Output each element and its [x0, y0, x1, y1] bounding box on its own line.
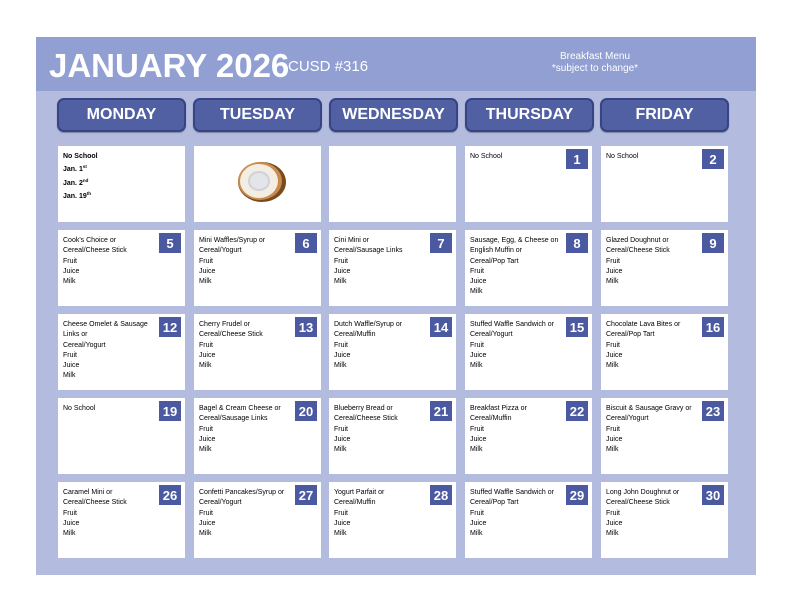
- date-badge: 7: [430, 233, 452, 253]
- menu-item: Cereal/Sausage Links: [334, 247, 403, 255]
- menu-item: Cheese Omelet & Sausage: [63, 321, 148, 328]
- menu-item: Juice: [606, 351, 623, 359]
- menu-item: Milk: [199, 278, 212, 286]
- menu-item: Milk: [470, 530, 483, 538]
- menu-item: Fruit: [606, 257, 620, 265]
- date-badge: 29: [566, 485, 588, 505]
- day-cell: [194, 314, 321, 390]
- menu-item: Fruit: [470, 425, 484, 433]
- menu-items: [470, 404, 570, 455]
- menu-item: Milk: [199, 530, 212, 538]
- day-cell: [601, 314, 728, 390]
- menu-item: Fruit: [199, 509, 213, 517]
- menu-item: Fruit: [199, 425, 213, 433]
- day-cell: [58, 146, 185, 222]
- menu-item: Caramel Mini or: [63, 489, 113, 496]
- menu-item: Fruit: [470, 509, 484, 517]
- menu-item: Milk: [199, 362, 212, 370]
- menu-item: Milk: [334, 530, 347, 538]
- menu-item: Cereal/Yogurt: [470, 331, 513, 339]
- menu-items: [199, 236, 299, 287]
- menu-item: Glazed Doughnut or: [606, 237, 669, 244]
- day-cell: [465, 146, 592, 222]
- no-school-notice: [63, 152, 163, 202]
- menu-items: [334, 488, 434, 539]
- menu-item: Fruit: [334, 341, 348, 349]
- date-badge: 20: [295, 401, 317, 421]
- notice-date: Jan. 2nd: [63, 177, 89, 187]
- menu-item: Juice: [199, 519, 216, 527]
- day-cell: [465, 314, 592, 390]
- menu-item: Juice: [199, 435, 216, 443]
- menu-items: [63, 404, 163, 414]
- date-badge: 22: [566, 401, 588, 421]
- menu-item: Juice: [334, 351, 351, 359]
- menu-item: Milk: [334, 278, 347, 286]
- menu-item: Sausage, Egg, & Cheese on: [470, 237, 559, 244]
- menu-item: Juice: [606, 519, 623, 527]
- date-badge: 15: [566, 317, 588, 337]
- menu-item: Fruit: [470, 341, 484, 349]
- menu-item: Fruit: [334, 425, 348, 433]
- menu-items: [199, 488, 299, 539]
- day-cell: [329, 146, 456, 222]
- menu-items: [606, 320, 706, 371]
- date-badge: 19: [159, 401, 181, 421]
- menu-items: [334, 236, 434, 287]
- menu-item: Cereal/Yogurt: [63, 341, 106, 349]
- notice-title: No School: [63, 153, 98, 160]
- day-cell: [601, 398, 728, 474]
- menu-item: Milk: [606, 362, 619, 370]
- day-cell: [601, 146, 728, 222]
- day-cell: [194, 230, 321, 306]
- menu-title: [536, 51, 654, 75]
- date-badge: 1: [566, 149, 588, 169]
- date-badge: 21: [430, 401, 452, 421]
- menu-item: Juice: [334, 435, 351, 443]
- menu-items: [199, 404, 299, 455]
- menu-item: Stuffed Waffle Sandwich or: [470, 321, 554, 328]
- menu-item: Cereal/Pop Tart: [606, 331, 655, 339]
- donut-icon: [237, 161, 287, 203]
- date-badge: 12: [159, 317, 181, 337]
- menu-subtitle-line: *subject to change*: [551, 63, 639, 74]
- date-badge: 16: [702, 317, 724, 337]
- menu-items: [470, 488, 570, 539]
- menu-item: Milk: [63, 372, 76, 380]
- month-title: JANUARY 2026: [49, 47, 290, 84]
- day-cell: [601, 230, 728, 306]
- menu-item: Cereal/Yogurt: [606, 415, 649, 423]
- menu-item: Fruit: [63, 509, 77, 517]
- date-badge: 2: [702, 149, 724, 169]
- menu-item: Fruit: [606, 341, 620, 349]
- day-cell: [329, 230, 456, 306]
- menu-item: Cereal/Cheese Stick: [63, 499, 127, 507]
- day-cell: [58, 314, 185, 390]
- menu-item: Milk: [606, 446, 619, 454]
- district-label: CUSD #316: [288, 58, 369, 75]
- date-badge: 23: [702, 401, 724, 421]
- menu-item: Mini Waffles/Syrup or: [199, 237, 266, 244]
- menu-item: Cereal/Cheese Stick: [334, 415, 398, 423]
- notice-date: Jan. 1st: [63, 164, 87, 174]
- calendar-header: [36, 37, 756, 91]
- menu-item: Juice: [470, 519, 487, 527]
- menu-item: Juice: [199, 351, 216, 359]
- day-cell: [465, 482, 592, 558]
- menu-item: Cherry Frudel or: [199, 321, 250, 328]
- date-badge: 28: [430, 485, 452, 505]
- menu-item: Fruit: [334, 257, 348, 265]
- menu-item: English Muffin or: [470, 247, 523, 255]
- menu-item: Milk: [334, 362, 347, 370]
- date-badge: 14: [430, 317, 452, 337]
- day-cell: [329, 314, 456, 390]
- menu-item: Milk: [470, 288, 483, 296]
- menu-item: Cereal/Muffin: [334, 331, 376, 339]
- menu-item: Milk: [334, 446, 347, 454]
- date-badge: 9: [702, 233, 724, 253]
- day-cell: [465, 230, 592, 306]
- menu-item: Links or: [63, 331, 88, 339]
- menu-item: Breakfast Pizza or: [470, 405, 527, 412]
- day-cell: [58, 482, 185, 558]
- menu-item: Yogurt Parfait or: [334, 489, 385, 496]
- menu-items: [606, 152, 706, 162]
- day-cell: [601, 482, 728, 558]
- calendar-sheet: [36, 37, 756, 575]
- menu-items: [470, 152, 570, 162]
- menu-item: Fruit: [199, 257, 213, 265]
- date-badge: 6: [295, 233, 317, 253]
- menu-item: Fruit: [63, 257, 77, 265]
- menu-items: [606, 488, 706, 539]
- menu-items: [606, 404, 706, 455]
- menu-item: Fruit: [606, 509, 620, 517]
- menu-item: Milk: [470, 362, 483, 370]
- menu-items: [63, 488, 163, 539]
- menu-item: Cereal/Yogurt: [199, 499, 242, 507]
- menu-item: Juice: [470, 351, 487, 359]
- menu-item: Milk: [63, 278, 76, 286]
- menu-item: Fruit: [334, 509, 348, 517]
- menu-item: Cereal/Muffin: [334, 499, 376, 507]
- menu-title-line: Breakfast Menu: [559, 51, 631, 62]
- menu-item: Milk: [199, 446, 212, 454]
- day-header-friday: FRIDAY: [600, 98, 729, 132]
- menu-item: Chocolate Lava Bites or: [606, 321, 681, 328]
- menu-item: Cereal/Pop Tart: [470, 257, 519, 265]
- menu-item: Cereal/Pop Tart: [470, 499, 519, 507]
- menu-item: Biscuit & Sausage Gravy or: [606, 405, 692, 412]
- menu-item: Fruit: [199, 341, 213, 349]
- menu-item: No School: [63, 405, 96, 412]
- menu-item: Bagel & Cream Cheese or: [199, 405, 281, 412]
- menu-item: Juice: [334, 267, 351, 275]
- menu-item: No School: [470, 153, 503, 160]
- menu-item: Juice: [606, 267, 623, 275]
- menu-item: Cereal/Cheese Stick: [199, 331, 263, 339]
- menu-items: [606, 236, 706, 287]
- day-cell: [194, 146, 321, 222]
- menu-item: Juice: [199, 267, 216, 275]
- menu-items: [199, 320, 299, 371]
- date-badge: 27: [295, 485, 317, 505]
- menu-item: Juice: [63, 362, 80, 370]
- menu-item: Confetti Pancakes/Syrup or: [199, 489, 285, 496]
- menu-item: Cereal/Yogurt: [199, 247, 242, 255]
- menu-item: Blueberry Bread or: [334, 405, 393, 412]
- menu-item: Fruit: [606, 425, 620, 433]
- menu-items: [334, 404, 434, 455]
- date-badge: 26: [159, 485, 181, 505]
- menu-items: [63, 236, 163, 287]
- day-cell: [194, 482, 321, 558]
- menu-item: Cereal/Cheese Stick: [606, 499, 670, 507]
- date-badge: 30: [702, 485, 724, 505]
- menu-item: Juice: [470, 278, 487, 286]
- menu-item: Milk: [63, 530, 76, 538]
- menu-item: Juice: [63, 267, 80, 275]
- menu-item: Cereal/Muffin: [470, 415, 512, 423]
- menu-items: [63, 320, 163, 382]
- menu-item: Milk: [606, 530, 619, 538]
- menu-item: Milk: [606, 278, 619, 286]
- day-cell: [58, 230, 185, 306]
- menu-items: [470, 320, 570, 371]
- menu-item: Juice: [63, 519, 80, 527]
- menu-item: Stuffed Waffle Sandwich or: [470, 489, 554, 496]
- day-header-wednesday: WEDNESDAY: [329, 98, 458, 132]
- menu-item: Fruit: [63, 351, 77, 359]
- day-cell: [329, 482, 456, 558]
- day-cell: [329, 398, 456, 474]
- menu-items: [470, 236, 570, 298]
- notice-date: Jan. 19th: [63, 190, 91, 200]
- menu-item: Cereal/Sausage Links: [199, 415, 268, 423]
- date-badge: 13: [295, 317, 317, 337]
- date-badge: 8: [566, 233, 588, 253]
- day-cell: [58, 398, 185, 474]
- menu-item: Dutch Waffle/Syrup or: [334, 321, 403, 328]
- menu-item: Cook's Choice or: [63, 237, 117, 244]
- day-header-monday: MONDAY: [57, 98, 186, 132]
- menu-item: Long John Doughnut or: [606, 489, 680, 496]
- date-badge: 5: [159, 233, 181, 253]
- menu-item: Fruit: [470, 267, 484, 275]
- menu-item: Juice: [470, 435, 487, 443]
- day-cell: [194, 398, 321, 474]
- menu-item: No School: [606, 153, 639, 160]
- menu-item: Juice: [606, 435, 623, 443]
- day-header-tuesday: TUESDAY: [193, 98, 322, 132]
- menu-items: [334, 320, 434, 371]
- menu-item: Cereal/Cheese Stick: [63, 247, 127, 255]
- menu-item: Juice: [334, 519, 351, 527]
- menu-item: Cini Mini or: [334, 237, 370, 244]
- menu-item: Milk: [470, 446, 483, 454]
- day-header-thursday: THURSDAY: [465, 98, 594, 132]
- menu-item: Cereal/Cheese Stick: [606, 247, 670, 255]
- day-cell: [465, 398, 592, 474]
